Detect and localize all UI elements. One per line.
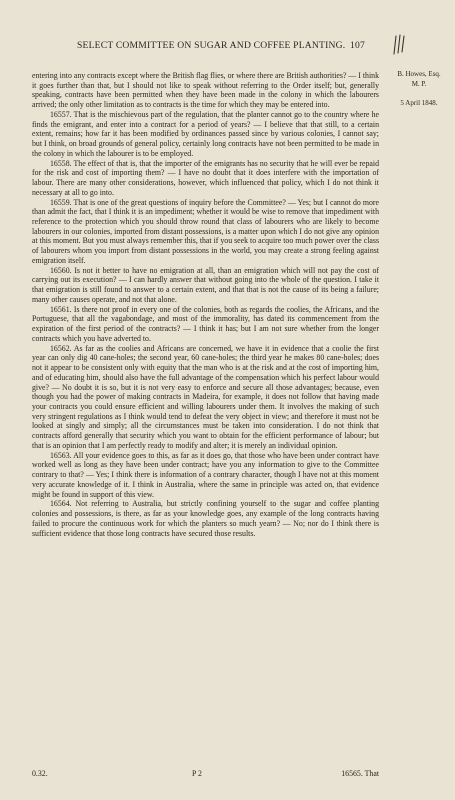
paragraph: 16557. That is the mischievous part of the regulation, that the planter cannot go to the country where he finds the emigrant, and enter into a contract for a period of years? — I believe that that still, to a certain extent, remains; how far it has been modified by ordinances passed since by various colonies, I cannot say; but I think, on broad grounds of general policy, certainly long contracts have not been permitted to be made in the colony in which the labourer is to be employed. (32, 109, 379, 158)
paragraph: 16564. Not referring to Australia, but strictly confining yourself to the sugar and coffee planting colonies and possessions, is there, as far as your knowledge goes, any example of the long contracts having failed to procure the continuous work for which the planters so much yearn? — No; nor do I think there is sufficient evidence that those long contracts have secured those results. (32, 499, 379, 538)
paragraph: 16558. The effect of that is, that the importer of the emigrants has no security that he will ever be repaid for the risk and cost of importing them? — I have no doubt that it does interfere with the importation of labour. There are many other considerations, however, which influenced that policy, which I do not think it necessary at all to go into. (32, 158, 379, 197)
body-text (32, 71, 379, 538)
paragraph: 16563. All your evidence goes to this, as far as it does go, that those who have been under contract have worked well as long as they have been under contract; have you any information to give to the Committee contrary to that? — Yes; I think there is information of a contrary character, though I have not at this moment very accurate knowledge of it. I think in Australia, where the same in principle was acted on, that evidence might be found in support of this view. (32, 450, 379, 499)
paragraph: 16559. That is one of the great questions of inquiry before the Committee? — Yes; but I cannot do more than admit the fact, that I think it is an impediment; whether it would be wise to remove that impediment with reference to the protection which you should throw round that class of labourers who are likely to become labourers in our colonies, imported from distant possessions, is a matter upon which I do not give any opinion at this moment. But you must always remember this, that if you seek to acquire too much power over the class of labourers whom you import from distant possessions in the world, you may create a strong feeling against emigration itself. (32, 197, 379, 265)
paragraph: 16560. Is not it better to have no emigration at all, than an emigration which will not pay the cost of carrying out its execution? — I can hardly answer that without going into the whole of the question. I take it that emigration is still found to answer to a certain extent, and that that is not the cause of its being a failure; many other causes operate, and not that alone. (32, 265, 379, 304)
margin-witness-title: M. P. (411, 80, 427, 88)
paragraph: 16562. As far as the coolies and Africans are concerned, we have it in evidence that a coolie the first year can only dig 40 cane-holes; the second year, 60 cane-holes; the third year he makes 80 cane-holes; does not it appear to be consistent only with equity that the man who is at the risk and at the cost of importing him, and of educating him, should also have the full advantage of the compensation which his perfect labour would give? — No doubt it is so, but it is not very easy to enforce and secure all those advantages; because, even though you had the power of making contracts in Madeira, for example, it does not follow that having made your contracts you could ensure efficient and willing labourers under them. It involves the making of such very stringent regulations as I think would tend to defeat the very object in view; and therefore it must not be looked at singly and simply; all the circumstances must be taken into consideration. I do not think that contracts afford generally that security which you want to obtain for the efficient performance of labour; but that is an opinion that I am perfectly ready to modify and alter; it is merely an individual opinion. (32, 343, 379, 450)
header-title: SELECT COMMITTEE ON SUGAR AND COFFEE PLANTING. (77, 40, 346, 51)
footer-signature: P 2 (192, 769, 202, 778)
margin-date: 5 April 1848. (400, 99, 438, 107)
margin-witness-name: B. Howes, Esq. (397, 70, 441, 78)
footer-catchword: 16565. That (341, 769, 379, 778)
paragraph: entering into any contracts except where the British flag flies, or where there are British authorities? — I think it goes further than that, but I should not like to speak without referring to the Order itself; but, generally speaking, contracts have been permitted when they have been made in the colony in which the labourers arrived; the only other limitation as to contracts is the time for which they may be entered into. (32, 71, 379, 110)
running-header (56, 40, 386, 51)
footer-left: 0.32. (32, 769, 48, 778)
pencil-mark-icon (392, 34, 408, 56)
paragraph: 16561. Is there not proof in every one of the colonies, both as regards the coolies, the Africans, and the Portuguese, that all the vagabondage, and most of the immorality, has dated its commencement from the expiration of the first period of the contracts? — I think it has; but I am not sure whether from the longer contracts which you have adverted to. (32, 304, 379, 343)
page-number: 107 (349, 40, 365, 51)
